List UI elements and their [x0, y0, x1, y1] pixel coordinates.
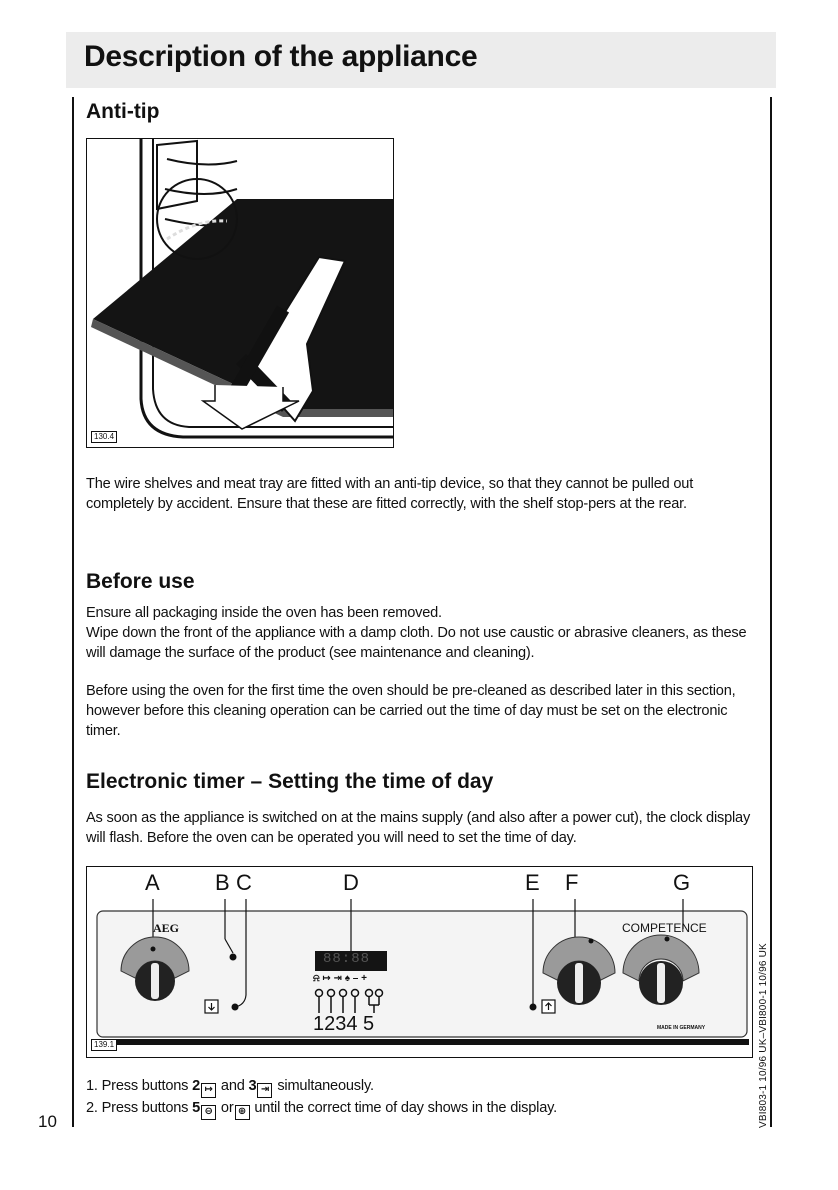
before-use-paragraph-2: Before using the oven for the first time the oven should be pre-cleaned as described later in this section, however before this cleaning operation can be carried out the time of day must be set on the electronic timer.: [86, 683, 736, 739]
step-text: and: [220, 1078, 245, 1094]
minus-button-icon: ⊖: [201, 1105, 216, 1120]
label-f: F: [565, 870, 579, 895]
before-use-line-1: Ensure all packaging inside the oven has been removed.: [86, 605, 442, 621]
step-text: simultaneously.: [277, 1078, 374, 1094]
label-a: A: [145, 870, 160, 895]
label-b: B: [215, 870, 230, 895]
model-name: COMPETENCE: [622, 921, 707, 935]
before-use-heading: Before use: [86, 570, 195, 593]
anti-tip-paragraph: The wire shelves and meat tray are fitted with an anti-tip device, so that they cannot be pulled out completely by accident. Ensure that these are fitted correctly, with the shelf stop-pers at the rear.: [86, 476, 694, 512]
button-number: 5: [192, 1100, 201, 1116]
timer-symbols: ⍾ ↦ ⇥ ♠ – +: [313, 973, 367, 984]
control-panel-figure: [86, 866, 753, 1058]
page-number: 10: [38, 1112, 57, 1131]
end-time-button-icon: ⇥: [257, 1083, 272, 1098]
start-time-button-icon: ↦: [201, 1083, 216, 1098]
step-text: or: [220, 1100, 234, 1116]
label-d: D: [343, 870, 359, 895]
button-number: 3: [248, 1078, 257, 1094]
instruction-steps: [86, 1076, 557, 1120]
label-e: E: [525, 870, 540, 895]
figure-number-tag: 139.1: [91, 1039, 117, 1051]
anti-tip-heading: Anti-tip: [86, 100, 160, 123]
made-in-label: MADE IN GERMANY: [657, 1025, 706, 1031]
step-text: Press buttons: [101, 1078, 189, 1094]
oven-shelf-drawing: [87, 139, 393, 447]
timer-display-digits: 88:88: [323, 951, 371, 967]
brand-logo: AEG: [153, 921, 180, 935]
anti-tip-illustration: [86, 138, 394, 448]
control-panel-drawing: [87, 867, 752, 1057]
step-1: [86, 1076, 557, 1098]
step-number: 1.: [86, 1078, 98, 1094]
electronic-timer-paragraph: As soon as the appliance is switched on at the mains supply (and also after a power cut), the clock display will flash. Before the oven can be operated you will need to set the time of day.: [86, 810, 751, 846]
right-margin-rule: [770, 97, 772, 1127]
left-margin-rule: [72, 97, 74, 1127]
step-2: [86, 1098, 557, 1120]
document-code: VBI803-1 10/96 UK–VBI800-1 10/96 UK: [758, 943, 769, 1128]
plus-button-icon: ⊕: [235, 1105, 250, 1120]
step-text: until the correct time of day shows in the display.: [254, 1100, 557, 1116]
figure-number-tag: 130.4: [91, 431, 117, 443]
label-c: C: [236, 870, 252, 895]
electronic-timer-heading: Electronic timer – Setting the time of day: [86, 770, 494, 793]
step-text: Press buttons: [101, 1100, 189, 1116]
step-number: 2.: [86, 1100, 98, 1116]
before-use-line-2: Wipe down the front of the appliance with a damp cloth. Do not use caustic or abrasive cleaners, as these will damage the surface of the product (see maintenance and cleaning).: [86, 625, 747, 661]
label-g: G: [673, 870, 691, 895]
button-numbers: 1234 5: [313, 1013, 375, 1035]
button-number: 2: [192, 1078, 201, 1094]
page-title: Description of the appliance: [84, 40, 478, 73]
